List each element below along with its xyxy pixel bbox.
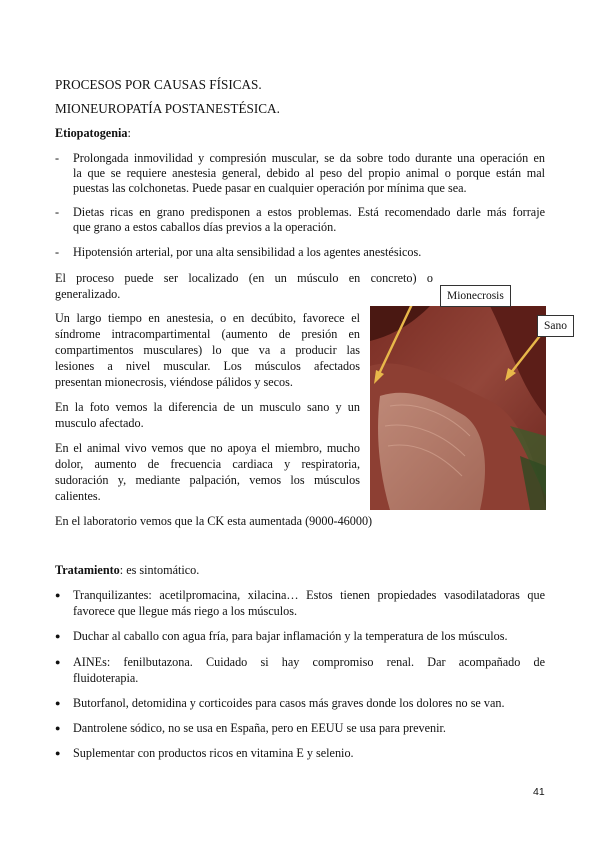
para-2-line-4: lesiones a nivel muscular. Los músculos afectados [55, 359, 360, 373]
etio-item-1-line-1: Prolongada inmovilidad y compresión muscular, se da sobre todo durante una operación en [73, 151, 545, 165]
tratamiento-heading: Tratamiento: es sintomático. [55, 563, 200, 577]
bullet-marker: ● [55, 657, 61, 667]
bullet-marker: ● [55, 631, 61, 641]
sano-label: Sano [537, 315, 574, 337]
trat-item-2-line-1: Duchar al caballo con agua fría, para bajar inflamación y la temperatura de los músculos. [73, 629, 508, 643]
para-1-line-1: El proceso puede ser localizado (en un músculo en concreto) o [55, 271, 433, 285]
dash-marker: - [55, 151, 60, 165]
muscle-photo-illustration [370, 306, 546, 510]
etio-item-2-line-2: que grano a estos caballos días previos a la operación. [73, 220, 337, 234]
para-2-line-5: presentan mionecrosis, viéndose pálidos y secos. [55, 375, 293, 389]
para-2-line-3: compartimentos musculares) lo que va a producir las [55, 343, 360, 357]
para-3-line-1: En la foto vemos la diferencia de un musculo sano y un [55, 400, 360, 414]
bullet-marker: ● [55, 590, 61, 600]
subsection-title: MIONEUROPATÍA POSTANESTÉSICA. [55, 101, 280, 116]
page-number: 41 [533, 786, 545, 798]
para-4-line-4: calientes. [55, 489, 101, 503]
para-4-line-3: sudoración y, mediante palpación, vemos los músculos [55, 473, 360, 487]
etio-item-1-line-3: puestas las colchonetas. Puede pasar en cualquier operación por mínima que sea. [73, 181, 467, 195]
para-2-line-1: Un largo tiempo en anestesia, o en decúbito, favorece el [55, 311, 360, 325]
bullet-marker: ● [55, 698, 61, 708]
bullet-marker: ● [55, 723, 61, 733]
trat-item-5-line-1: Dantrolene sódico, no se usa en España, pero en EEUU se usa para prevenir. [73, 721, 446, 735]
muscle-photo [370, 306, 546, 510]
etio-item-3-line-1: Hipotensión arterial, por una alta sensibilidad a los agentes anestésicos. [73, 245, 422, 259]
para-5: En el laboratorio vemos que la CK esta aumentada (9000-46000) [55, 514, 373, 528]
trat-item-4-line-1: Butorfanol, detomidina y corticoides para casos más graves donde los dolores no se van. [73, 696, 505, 710]
mionecrosis-label: Mionecrosis [440, 285, 511, 307]
trat-item-1-line-2: favorece que llegue más riego a los músculos. [73, 604, 298, 618]
etio-item-1-line-2: la que se requiere anestesia general, debido al peso del propio animal o porque están mal [73, 166, 545, 180]
section-title: PROCESOS POR CAUSAS FÍSICAS. [55, 77, 262, 92]
para-2-line-2: síndrome intracompartimental (aumento de presión en [55, 327, 360, 341]
para-4-line-2: dolor, aumento de frecuencia cardiaca y respiratoria, [55, 457, 360, 471]
trat-item-6-line-1: Suplementar con productos ricos en vitamina E y selenio. [73, 746, 354, 760]
etiopatogenia-heading: Etiopatogenia: [55, 126, 131, 140]
trat-item-3-line-1: AINEs: fenilbutazona. Cuidado si hay compromiso renal. Dar acompañado de [73, 655, 545, 669]
dash-marker: - [55, 245, 60, 259]
para-4-line-1: En el animal vivo vemos que no apoya el miembro, mucho [55, 441, 360, 455]
trat-item-1-line-1: Tranquilizantes: acetilpromacina, xilacina… Estos tienen propiedades vasodilatadoras que [73, 588, 545, 602]
dash-marker: - [55, 205, 60, 219]
trat-item-3-line-2: fluidoterapia. [73, 671, 139, 685]
etio-item-2-line-1: Dietas ricas en grano predisponen a estos problemas. Está recomendado darle más forraje [73, 205, 545, 219]
para-1-line-2: generalizado. [55, 287, 121, 301]
bullet-marker: ● [55, 748, 61, 758]
para-3-line-2: musculo afectado. [55, 416, 144, 430]
